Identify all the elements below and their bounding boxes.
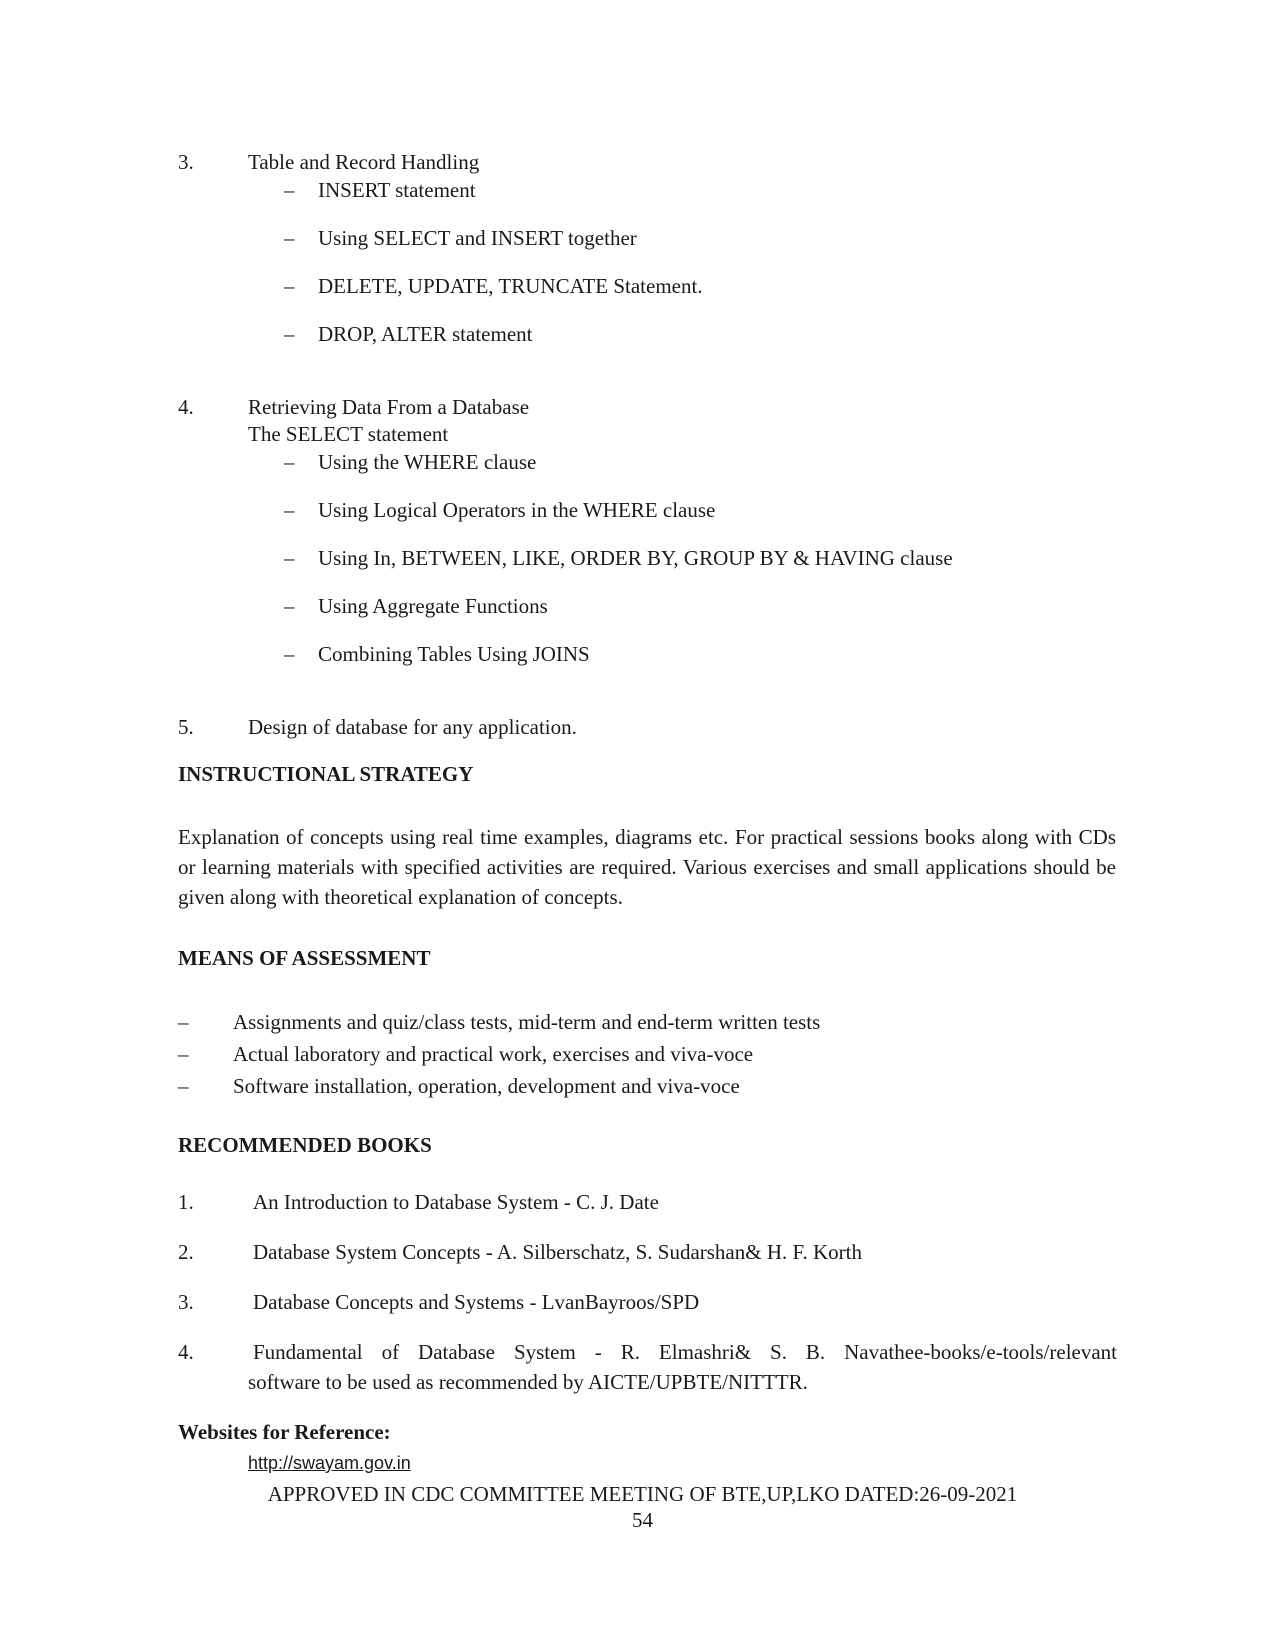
book-entry: Database Concepts and Systems - LvanBayroos/SPD xyxy=(253,1290,700,1314)
book-entry: Database System Concepts - A. Silberschatz, S. Sudarshan& H. F. Korth xyxy=(253,1240,862,1264)
bullet-dash: – xyxy=(284,226,295,250)
list-item: Combining Tables Using JOINS xyxy=(318,642,590,666)
list-item: Assignments and quiz/class tests, mid-term and end-term written tests xyxy=(233,1010,821,1034)
bullet-dash: – xyxy=(284,178,295,202)
list-item: DROP, ALTER statement xyxy=(318,322,533,346)
section-number: 3. xyxy=(178,150,194,174)
bullet-dash: – xyxy=(284,546,295,570)
section-subtitle: The SELECT statement xyxy=(248,422,449,446)
section-heading: RECOMMENDED BOOKS xyxy=(178,1133,432,1157)
bullet-dash: – xyxy=(284,450,295,474)
website-link[interactable]: http://swayam.gov.in xyxy=(248,1453,411,1473)
bullet-dash: – xyxy=(178,1042,189,1066)
section-number: 4. xyxy=(178,395,194,419)
websites-heading: Websites for Reference: xyxy=(178,1420,391,1444)
book-entry-continuation: software to be used as recommended by AICTE/UPBTE/NITTTR. xyxy=(248,1370,808,1394)
approval-footer: APPROVED IN CDC COMMITTEE MEETING OF BTE,UP,LKO DATED:26-09-2021 xyxy=(267,1482,1018,1506)
section-title: Retrieving Data From a Database xyxy=(248,395,530,419)
bullet-dash: – xyxy=(284,322,295,346)
list-item: Using Aggregate Functions xyxy=(318,594,548,618)
book-number: 4. xyxy=(178,1340,194,1364)
bullet-dash: – xyxy=(178,1010,189,1034)
book-entry: An Introduction to Database System - C. J. Date xyxy=(253,1190,659,1214)
section-title: Table and Record Handling xyxy=(248,150,480,174)
book-entry: Fundamental of Database System - R. Elmashri& S. B. Navathee-books/e-tools/relevant xyxy=(253,1340,1117,1364)
bullet-dash: – xyxy=(284,642,295,666)
list-item: Actual laboratory and practical work, exercises and viva-voce xyxy=(233,1042,754,1066)
list-item: DELETE, UPDATE, TRUNCATE Statement. xyxy=(318,274,703,298)
book-number: 2. xyxy=(178,1240,194,1264)
section-heading: INSTRUCTIONAL STRATEGY xyxy=(178,762,474,786)
section-title: Design of database for any application. xyxy=(248,715,577,739)
list-item: Using the WHERE clause xyxy=(318,450,537,474)
list-item: Using SELECT and INSERT together xyxy=(318,226,637,250)
instructional-paragraph: Explanation of concepts using real time examples, diagrams etc. For practical sessions books along with CDs or learning materials with specified activities are required. Various exercises and small applications should be given along with theoretical explanation of concepts. xyxy=(178,825,1116,909)
list-item: INSERT statement xyxy=(318,178,476,202)
bullet-dash: – xyxy=(284,498,295,522)
list-item: Using In, BETWEEN, LIKE, ORDER BY, GROUP BY & HAVING clause xyxy=(318,546,953,570)
list-item: Software installation, operation, development and viva-voce xyxy=(233,1074,740,1098)
bullet-dash: – xyxy=(284,274,295,298)
list-item: Using Logical Operators in the WHERE clause xyxy=(318,498,716,522)
page-number: 54 xyxy=(632,1508,653,1532)
book-number: 1. xyxy=(178,1190,194,1214)
section-number: 5. xyxy=(178,715,194,739)
bullet-dash: – xyxy=(284,594,295,618)
section-heading: MEANS OF ASSESSMENT xyxy=(178,946,431,970)
bullet-dash: – xyxy=(178,1074,189,1098)
book-number: 3. xyxy=(178,1290,194,1314)
